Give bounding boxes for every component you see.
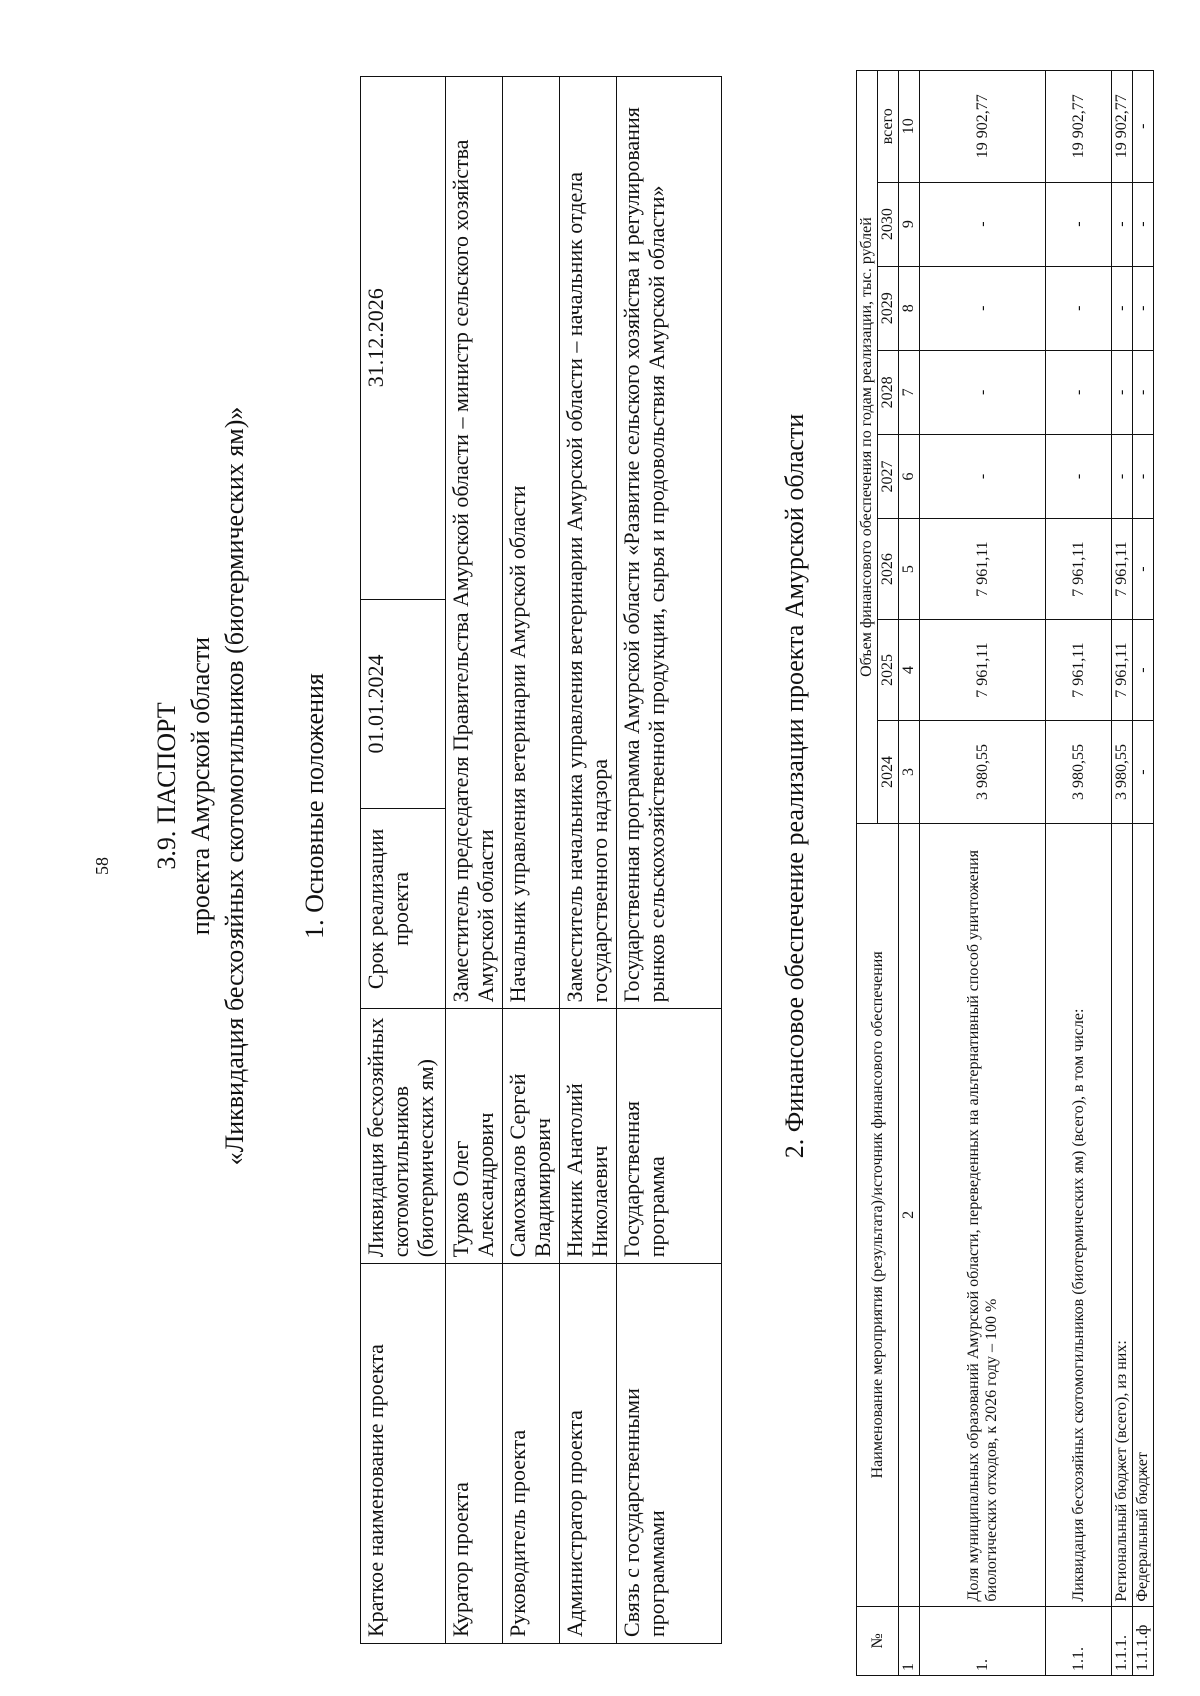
curator-position: Заместитель председателя Правительства Амурской области – министр сельского хозяйства Амурской области [446,77,503,1009]
financing-table [856,70,1154,1676]
no-header: № [857,1606,899,1675]
head-position: Начальник управления ветеринарии Амурской области [503,77,560,1009]
row-value: - [1112,182,1133,266]
table-row [1046,71,1112,1676]
row-value: 7 961,11 [1112,519,1133,620]
row-total: 19 902,77 [1112,71,1133,183]
administrator-position: Заместитель начальника управления ветеринарии Амурской области – начальник отдела государственного надзора [560,77,617,1009]
column-number: 3 [899,721,920,824]
row-value: - [1046,350,1112,434]
total-header: всего [878,71,899,183]
row-name: Доля муниципальных образований Амурской области, переведенных на альтернативный способ уничтожения биологических отходов, к 2026 году – 100 % [920,824,1046,1607]
row-total: 19 902,77 [920,71,1046,183]
row-value: - [1046,182,1112,266]
year-header: 2028 [878,350,899,434]
row-value: 7 961,11 [920,519,1046,620]
column-number: 10 [899,71,920,183]
column-number: 1 [899,1606,920,1675]
row-value: - [920,266,1046,350]
name-header: Наименование мероприятия (результата)/источник финансового обеспечения [857,824,899,1607]
row-value: - [1133,721,1154,824]
end-date: 31.12.2026 [361,77,446,600]
curator-row [446,77,503,1644]
column-number: 6 [899,434,920,518]
short-name-value: Ликвидация бесхозяйных скотомогильников (биотермических ям) [361,1009,446,1264]
column-number: 7 [899,350,920,434]
administrator-label: Администратор проекта [560,1264,617,1644]
head-label: Руководитель проекта [503,1264,560,1644]
row-value: - [1046,434,1112,518]
year-header: 2030 [878,182,899,266]
year-header: 2025 [878,620,899,721]
row-value: 7 961,11 [1046,519,1112,620]
year-header: 2027 [878,434,899,518]
row-total: - [1133,71,1154,183]
row-number: 1.1.1. [1112,1606,1133,1675]
row-value: - [920,350,1046,434]
row-value: - [1133,182,1154,266]
row-value: 3 980,55 [1112,721,1133,824]
row-value: 7 961,11 [1112,620,1133,721]
year-header: 2029 [878,266,899,350]
column-number: 8 [899,266,920,350]
row-name: Федеральный бюджет [1133,824,1154,1607]
row-value: - [1133,620,1154,721]
section-1-title: 1. Основные положения [300,673,329,939]
row-value: - [920,182,1046,266]
row-value: - [1133,266,1154,350]
row-value: 3 980,55 [920,721,1046,824]
year-header: 2024 [878,721,899,824]
curator-name: Турков Олег Александрович [446,1009,503,1264]
start-date: 01.01.2024 [361,599,446,809]
page-number: 58 [92,857,112,875]
year-header: 2026 [878,519,899,620]
passport-heading [150,376,252,1196]
curator-label: Куратор проекта [446,1264,503,1644]
administrator-row [560,77,617,1644]
short-name-label: Краткое наименование проекта [361,1264,446,1644]
table-row [1112,71,1133,1676]
volume-header: Объем финансового обеспечения по годам реализации, тыс. рублей [857,71,878,824]
row-value: 3 980,55 [1046,721,1112,824]
administrator-name: Нижник Анатолий Николаевич [560,1009,617,1264]
row-number: 1. [920,1606,1046,1675]
head-name: Самохвалов Сергей Владимирович [503,1009,560,1264]
row-value: 7 961,11 [920,620,1046,721]
row-number: 1.1. [1046,1606,1112,1675]
row-value: - [1133,434,1154,518]
table-row [920,71,1046,1676]
row-value: - [1112,350,1133,434]
row-value: - [1112,266,1133,350]
heading-line-1: 3.9. ПАСПОРТ [152,702,181,870]
program-label: Связь с государственными программами [617,1264,722,1644]
row-value: - [1046,266,1112,350]
heading-line-3: «Ликвидация бесхозяйных скотомогильников (биотермических ям)» [220,406,249,1166]
row-value: - [1133,350,1154,434]
row-number: 1.1.1.ф [1133,1606,1154,1675]
program-value: Государственная программа Амурской области «Развитие сельского хозяйства и регулирования рынков сельскохозяйственной продукции, сырья и продовольствия Амурской области» [617,77,722,1009]
column-number: 9 [899,182,920,266]
heading-line-2: проекта Амурской области [186,636,215,936]
row-value: - [920,434,1046,518]
column-number: 5 [899,519,920,620]
row-value: 7 961,11 [1046,620,1112,721]
header-row-1 [857,71,878,1676]
period-label: Срок реализации проекта [361,809,446,1009]
table-row [1133,71,1154,1676]
main-provisions-table [360,76,722,1644]
row-name: Региональный бюджет (всего), из них: [1112,824,1133,1607]
row-value: - [1112,434,1133,518]
section-2-title: 2. Финансовое обеспечение реализации проекта Амурской области [780,413,809,1159]
short-name-row [361,77,446,1644]
row-name: Ликвидация бесхозяйных скотомогильников (биотермических ям) (всего), в том числе: [1046,824,1112,1607]
column-numbers-row [899,71,920,1676]
program-row [617,77,722,1644]
row-value: - [1133,519,1154,620]
column-number: 4 [899,620,920,721]
head-row [503,77,560,1644]
program-type: Государственная программа [617,1009,722,1264]
row-total: 19 902,77 [1046,71,1112,183]
column-number: 2 [899,824,920,1607]
